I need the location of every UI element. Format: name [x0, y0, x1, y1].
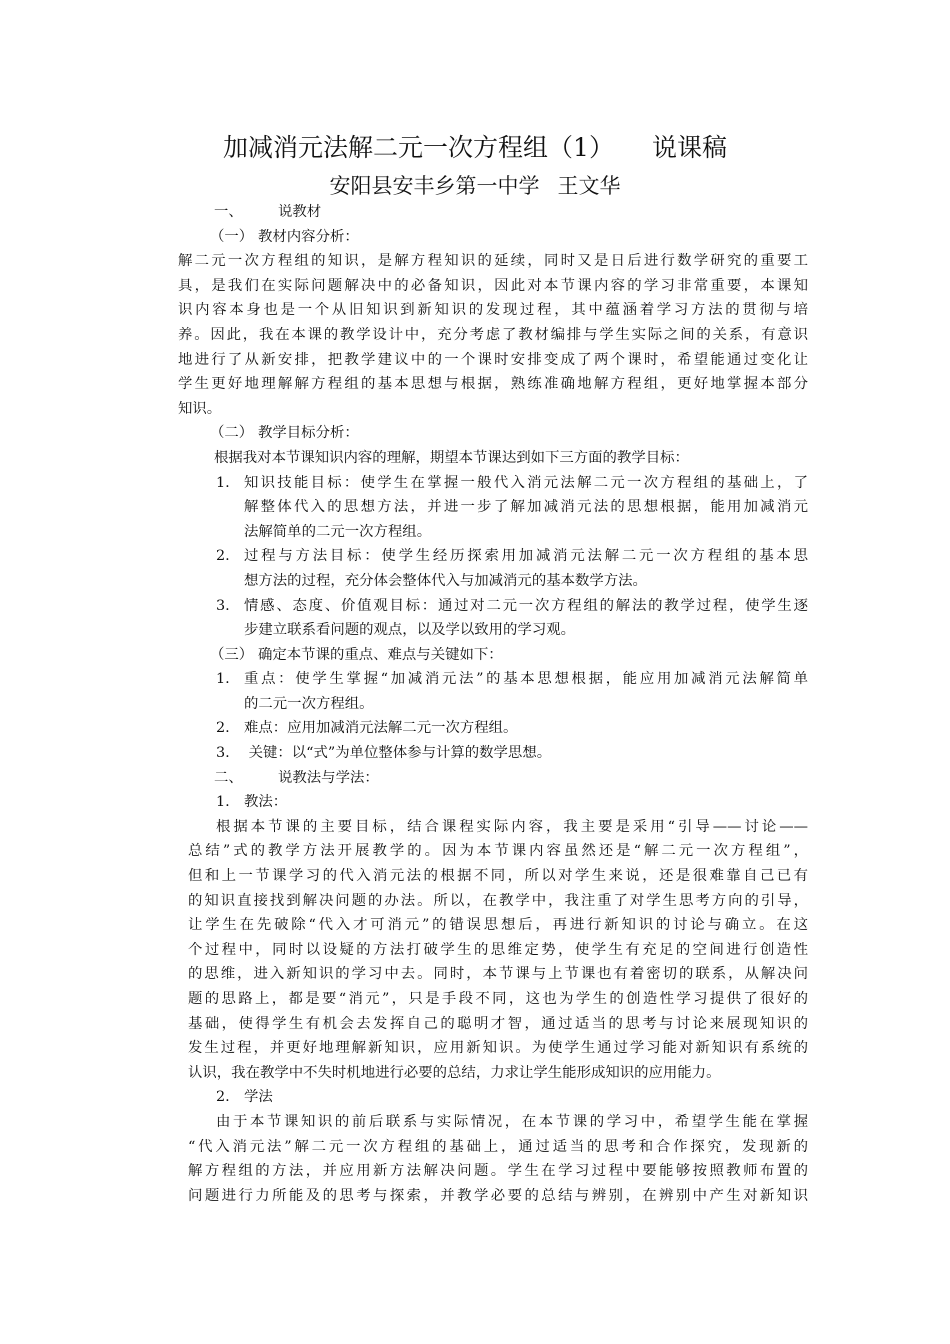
- subsection-heading: （一） 教材内容分析：: [210, 228, 359, 245]
- list-item: 1. 重点：使学生掌握“加减消元法”的基本思想根据，能应用加减消元法解简单 的二元一次方程组。: [216, 671, 808, 712]
- section-heading: 二、 说教法与学法：: [214, 769, 379, 786]
- list-item: 3. 关键：以“式”为单位整体参与计算的数学思想。: [216, 745, 552, 762]
- author-name: 王文华: [557, 174, 621, 198]
- paragraph: 根据本节课的主要目标，结合课程实际内容，我主要是采用“引导——讨论—— 总结”式的教学方法开展教学的。因为本节课内容虽然还是“解二元一次方程组”， 但和上一节课学习的代入消元法的根据不同，所以对学生来说，还是很难靠自己已有 的知识直接找到解决问题的办法。所以，在教学中，我注重了对学生思考方向的引导， 让学生在先破除“代入才可消元”的错误思想后，再进行新知识的讨论与确立。在这 个过程中，同时以设疑的方法打破学生的思维定势，使学生有充足的空间进行创造性 的思维，进入新知识的学习中去。同时，本节课与上节课也有着密切的联系，从解决问 题的思路上，都是要“消元”，只是手段不同，这也为学生的创造性学习提供了很好的 基础，使得学生有机会去发挥自己的聪明才智，通过适当的思考与讨论来展现知识的 发生过程，并更好地理解新知识，应用新知识。为使学生通过学习能对新知识有系统的 认识，我在教学中不失时机地进行必要的总结，力求让学生能形成知识的应用能力。: [188, 818, 808, 1081]
- author-line: [0, 170, 950, 202]
- section-heading: 一、 说教材: [214, 204, 322, 220]
- subsection-heading: 1. 教法：: [216, 794, 288, 811]
- subsection-heading: （三） 确定本节课的重点、难点与关键如下：: [210, 646, 503, 663]
- list-item: 2. 难点：应用加减消元法解二元一次方程组。: [216, 720, 518, 737]
- subsection-heading: 2. 学法: [216, 1089, 273, 1106]
- title-suffix: 说课稿: [651, 133, 727, 162]
- document-body: [178, 200, 808, 1208]
- author-school: 安阳县安丰乡第一中学: [329, 174, 540, 198]
- document-title: [0, 128, 950, 168]
- list-item: 3. 情感、态度、价值观目标：通过对二元一次方程组的解法的教学过程，使学生逐 步建立联系看问题的观点，以及学以致用的学习观。: [216, 597, 808, 639]
- list-item: 1. 知识技能目标：使学生在掌握一般代入消元法解二元一次方程组的基础上，了 解整体代入的思想方法，并进一步了解加减消元法的思想根据，能用加减消元 法解简单的二元一次方程组。: [216, 474, 808, 540]
- subsection-heading: （二） 教学目标分析：: [210, 425, 359, 442]
- title-main: 加减消元法解二元一次方程组（1）: [223, 133, 614, 162]
- paragraph: 由于本节课知识的前后联系与实际情况，在本节课的学习中，希望学生能在掌握 “代入消元法”解二元一次方程组的基础上，通过适当的思考和合作探究，发现新的 解方程组的方法，并应用新方法解决问题。学生在学习过程中要能够按照教师布置的 问题进行力所能及的思考与探索，并教学必要的总结与辨别，在辨别中产生对新知识: [188, 1113, 808, 1204]
- paragraph: 解二元一次方程组的知识，是解方程知识的延续，同时又是日后进行数学研究的重要工 具，是我们在实际问题解决中的必备知识，因此对本节课内容的学习非常重要，本课知 识内容本身也是一个从旧知识到新知识的发现过程，其中蕴涵着学习方法的贯彻与培 养。因此，我在本课的教学设计中，充分考虑了教材编排与学生实际之间的关系，有意识 地进行了从新安排，把教学建议中的一个课时安排变成了两个课时，希望能通过变化让 学生更好地理解解方程组的基本思想与根据，熟练准确地解方程组，更好地掌握本部分 知识。: [178, 253, 808, 417]
- paragraph: 根据我对本节课知识内容的理解，期望本节课达到如下三方面的教学目标：: [214, 449, 689, 466]
- list-item: 2. 过程与方法目标：使学生经历探索用加减消元法解二元一次方程组的基本思 想方法的过程，充分体会整体代入与加减消元的基本数学方法。: [216, 548, 808, 589]
